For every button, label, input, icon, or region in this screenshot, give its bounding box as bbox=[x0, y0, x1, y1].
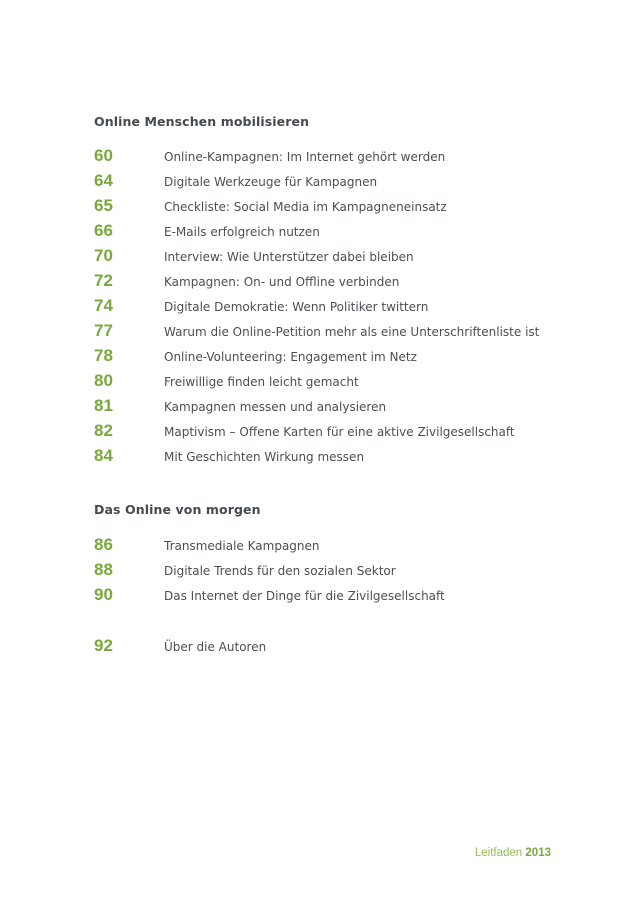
toc-entry-title: Digitale Trends für den sozialen Sektor bbox=[164, 564, 396, 578]
toc-page-number: 88 bbox=[94, 560, 113, 579]
toc-entry-title: Online-Volunteering: Engagement im Netz bbox=[164, 350, 417, 364]
toc-entry[interactable] bbox=[0, 560, 638, 585]
toc-page-number: 74 bbox=[94, 296, 113, 315]
toc-entry-title: Warum die Online-Petition mehr als eine Unterschriftenliste ist bbox=[164, 325, 540, 339]
section-title-das-online-von-morgen: Das Online von morgen bbox=[94, 502, 261, 517]
toc-entry[interactable] bbox=[0, 271, 638, 296]
toc-entry-title: Kampagnen messen und analysieren bbox=[164, 400, 387, 414]
toc-entry[interactable] bbox=[0, 146, 638, 171]
toc-entry-authors[interactable] bbox=[0, 636, 638, 661]
toc-entry-title: Über die Autoren bbox=[164, 640, 267, 654]
toc-page-number: 78 bbox=[94, 346, 113, 365]
toc-page-number: 60 bbox=[94, 146, 113, 165]
toc-entry-title: Freiwillige finden leicht gemacht bbox=[164, 375, 359, 389]
toc-entry[interactable] bbox=[0, 346, 638, 371]
toc-page-number: 70 bbox=[94, 246, 113, 265]
toc-entry[interactable] bbox=[0, 196, 638, 221]
toc-page-number: 64 bbox=[94, 171, 113, 190]
toc-page-number: 80 bbox=[94, 371, 113, 390]
toc-page-number: 81 bbox=[94, 396, 113, 415]
toc-entry-title: Online-Kampagnen: Im Internet gehört werden bbox=[164, 150, 446, 164]
toc-entry[interactable] bbox=[0, 371, 638, 396]
toc-page-number: 66 bbox=[94, 221, 113, 240]
toc-entry[interactable] bbox=[0, 321, 638, 346]
toc-entry-title: E-Mails erfolgreich nutzen bbox=[164, 225, 320, 239]
toc-entry[interactable] bbox=[0, 296, 638, 321]
toc-entry[interactable] bbox=[0, 585, 638, 610]
page-footer bbox=[475, 847, 551, 859]
toc-entry-title: Maptivism – Offene Karten für eine aktive Zivilgesellschaft bbox=[164, 425, 515, 439]
toc-page-number: 92 bbox=[94, 636, 113, 655]
toc-entry-title: Digitale Werkzeuge für Kampagnen bbox=[164, 175, 378, 189]
toc-entry[interactable] bbox=[0, 221, 638, 246]
toc-entry[interactable] bbox=[0, 171, 638, 196]
toc-entry-title: Kampagnen: On- und Offline verbinden bbox=[164, 275, 400, 289]
toc-entry-title: Checkliste: Social Media im Kampagneneinsatz bbox=[164, 200, 447, 214]
footer-label: Leitfaden bbox=[474, 847, 523, 859]
toc-entry-title: Mit Geschichten Wirkung messen bbox=[164, 450, 365, 464]
toc-page-number: 84 bbox=[94, 446, 113, 465]
section-title-online-menschen-mobilisieren: Online Menschen mobilisieren bbox=[94, 114, 310, 129]
toc-entry-title: Digitale Demokratie: Wenn Politiker twittern bbox=[164, 300, 429, 314]
toc-entry[interactable] bbox=[0, 396, 638, 421]
toc-page-number: 86 bbox=[94, 535, 113, 554]
toc-entry[interactable] bbox=[0, 421, 638, 446]
toc-entry-title: Interview: Wie Unterstützer dabei bleiben bbox=[164, 250, 414, 264]
toc-entry[interactable] bbox=[0, 246, 638, 271]
toc-page-number: 77 bbox=[94, 321, 113, 340]
toc-entry[interactable] bbox=[0, 535, 638, 560]
toc-entry-title: Das Internet der Dinge für die Zivilgesellschaft bbox=[164, 589, 445, 603]
toc-entry-title: Transmediale Kampagnen bbox=[164, 539, 320, 553]
toc-entry[interactable] bbox=[0, 446, 638, 471]
toc-page-number: 90 bbox=[94, 585, 113, 604]
footer-year: 2013 bbox=[525, 847, 551, 859]
toc-page-number: 82 bbox=[94, 421, 113, 440]
toc-page-number: 65 bbox=[94, 196, 113, 215]
toc-page-number: 72 bbox=[94, 271, 113, 290]
